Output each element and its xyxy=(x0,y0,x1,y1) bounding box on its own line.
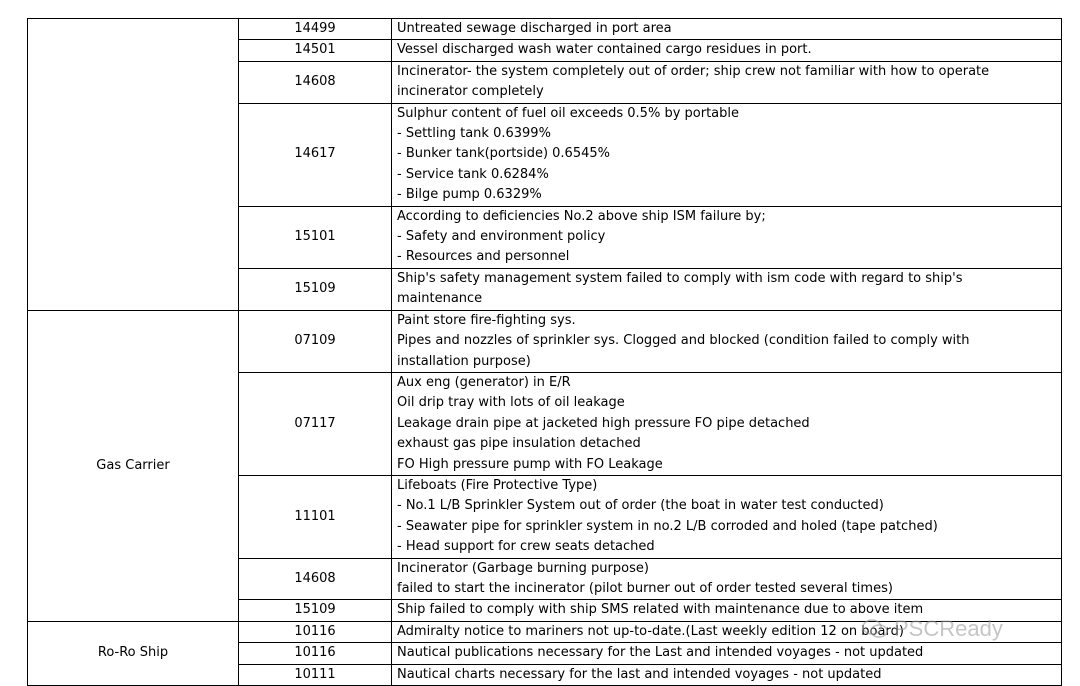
deficiency-code-cell: 15109 xyxy=(239,268,392,310)
deficiency-description-cell xyxy=(392,621,1062,642)
deficiency-description-cell xyxy=(392,206,1062,268)
deficiency-code-cell: 14608 xyxy=(239,61,392,103)
deficiency-table xyxy=(27,18,1062,686)
deficiency-code-cell: 10111 xyxy=(239,664,392,685)
deficiency-code-cell: 15109 xyxy=(239,600,392,621)
description-line: failed to start the incinerator (pilot burner out of order tested several times) xyxy=(397,580,893,596)
description-line: Pipes and nozzles of sprinkler sys. Clogged and blocked (condition failed to comply with xyxy=(397,333,970,349)
deficiency-code-cell: 10116 xyxy=(239,643,392,664)
description-line: Oil drip tray with lots of oil leakage xyxy=(397,395,625,411)
vessel-type-cell: Ro-Ro Ship xyxy=(28,621,239,685)
deficiency-code-cell: 07117 xyxy=(239,372,392,475)
description-line: - Bunker tank(portside) 0.6545% xyxy=(397,146,610,162)
deficiency-code-cell: 10116 xyxy=(239,621,392,642)
description-line: - Settling tank 0.6399% xyxy=(397,126,551,142)
deficiency-code-cell: 14608 xyxy=(239,558,392,600)
description-line: Nautical charts necessary for the last and intended voyages - not updated xyxy=(397,666,882,682)
deficiency-code-cell: 15101 xyxy=(239,206,392,268)
deficiency-description-cell xyxy=(392,103,1062,206)
description-line: Untreated sewage discharged in port area xyxy=(397,21,672,36)
deficiency-code-cell: 14499 xyxy=(239,19,392,40)
description-line: - Safety and environment policy xyxy=(397,229,606,245)
table-row xyxy=(28,621,1062,642)
description-line: According to deficiencies No.2 above ship ISM failure by; xyxy=(397,208,766,224)
description-line: Nautical publications necessary for the Last and intended voyages - not updated xyxy=(397,645,924,661)
description-line: Admiralty notice to mariners not up-to-date.(Last weekly edition 12 on board) xyxy=(397,623,904,639)
deficiency-code-cell: 07109 xyxy=(239,310,392,372)
deficiency-description-cell xyxy=(392,600,1062,621)
description-line: Vessel discharged wash water contained cargo residues in port. xyxy=(397,42,812,58)
description-line: installation purpose) xyxy=(397,353,531,369)
deficiency-code-cell: 14501 xyxy=(239,40,392,61)
deficiency-code-cell: 14617 xyxy=(239,103,392,206)
vessel-type-cell: Gas Carrier xyxy=(28,310,239,621)
deficiency-description-cell xyxy=(392,19,1062,40)
deficiency-description-cell xyxy=(392,40,1062,61)
description-line: Sulphur content of fuel oil exceeds 0.5% by portable xyxy=(397,105,739,121)
table-row xyxy=(28,19,1062,40)
description-line: incinerator completely xyxy=(397,84,544,100)
vessel-type-cell xyxy=(28,19,239,311)
description-line: Incinerator (Garbage burning purpose) xyxy=(397,560,649,576)
deficiency-description-cell xyxy=(392,310,1062,372)
deficiency-description-cell xyxy=(392,475,1062,558)
description-line: Ship failed to comply with ship SMS related with maintenance due to above item xyxy=(397,602,924,618)
description-line: Paint store fire-fighting sys. xyxy=(397,312,576,328)
description-line: FO High pressure pump with FO Leakage xyxy=(397,456,663,472)
description-line: - Service tank 0.6284% xyxy=(397,166,549,182)
description-line: Aux eng (generator) in E/R xyxy=(397,374,571,390)
description-line: - Seawater pipe for sprinkler system in no.2 L/B corroded and holed (tape patched) xyxy=(397,518,938,534)
deficiency-description-cell xyxy=(392,268,1062,310)
description-line: - Bilge pump 0.6329% xyxy=(397,187,542,203)
watermark-text: PSCReady xyxy=(894,616,1003,641)
description-line: - No.1 L/B Sprinkler System out of order (the boat in water test conducted) xyxy=(397,498,884,514)
description-line: maintenance xyxy=(397,291,483,307)
deficiency-code-cell: 11101 xyxy=(239,475,392,558)
description-line: - Head support for crew seats detached xyxy=(397,539,655,555)
description-line: exhaust gas pipe insulation detached xyxy=(397,436,641,452)
deficiency-description-cell xyxy=(392,61,1062,103)
deficiency-description-cell xyxy=(392,558,1062,600)
description-line: - Resources and personnel xyxy=(397,249,570,265)
table-row xyxy=(28,310,1062,372)
description-line: Incinerator- the system completely out of order; ship crew not familiar with how to operate xyxy=(397,63,990,79)
deficiency-description-cell xyxy=(392,664,1062,685)
description-line: Ship's safety management system failed to comply with ism code with regard to ship's xyxy=(397,270,963,286)
description-line: Leakage drain pipe at jacketed high pressure FO pipe detached xyxy=(397,415,810,431)
deficiency-description-cell xyxy=(392,372,1062,475)
description-line: Lifeboats (Fire Protective Type) xyxy=(397,477,598,493)
deficiency-description-cell xyxy=(392,643,1062,664)
